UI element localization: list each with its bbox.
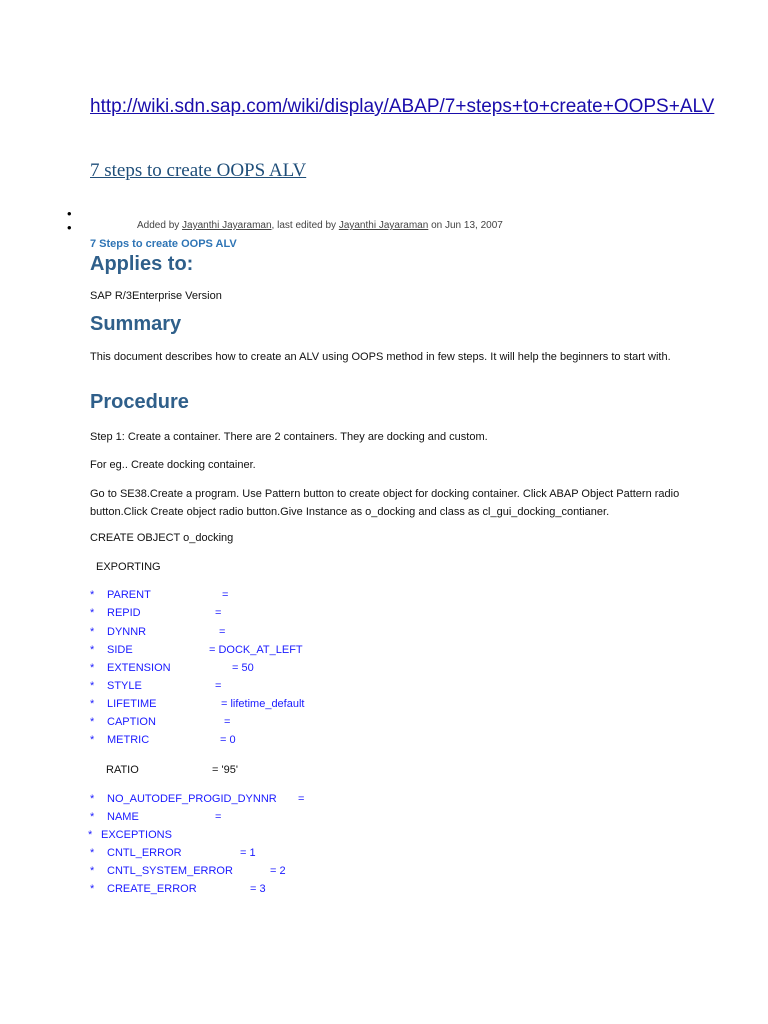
param-row [90,811,390,825]
comment-star: * [88,829,93,841]
instructions-text: Go to SE38.Create a program. Use Pattern button to create object for docking container. Click ABAP Object Pattern radio button.Click Create object radio button.Give Instance as o_docking and class as cl_gui_docking_contianer. [90,488,680,518]
author-link[interactable]: Jayanthi Jayaraman [182,220,272,231]
param-name: EXCEPTIONS [101,829,172,841]
source-url-link[interactable]: http://wiki.sdn.sap.com/wiki/display/ABAP/7+steps+to+create+OOPS+ALV [90,96,715,117]
summary-heading: Summary [90,313,182,335]
param-name: METRIC [107,734,150,746]
applies-to-text: SAP R/3Enterprise Version [90,290,222,302]
comment-star: * [90,607,95,619]
procedure-heading: Procedure [90,391,189,413]
param-row [90,793,390,807]
param-row [90,607,390,621]
comment-star: * [90,793,95,805]
comment-star: * [90,847,95,859]
param-row [90,644,390,658]
param-row [90,662,390,676]
param-value: = 3 [250,883,266,895]
ratio-param: RATIO [106,764,139,776]
param-value: = [215,607,222,619]
param-name: SIDE [107,644,133,656]
param-value: = 2 [270,865,286,877]
comment-star: * [90,644,95,656]
summary-text: This document describes how to create an ALV using OOPS method in few steps. It will help the beginners to start with. [90,351,671,363]
document-subtitle: 7 Steps to create OOPS ALV [90,238,237,250]
step-1-text: Step 1: Create a container. There are 2 containers. They are docking and custom. [90,431,488,443]
param-row [90,698,390,712]
param-row [90,883,390,897]
create-object-statement: CREATE OBJECT o_docking [90,532,234,544]
param-name: LIFETIME [107,698,157,710]
param-row [90,626,390,640]
date-label: on Jun 13, 2007 [431,220,503,231]
param-value: = [215,680,222,692]
page-metadata [137,220,503,231]
param-row [90,589,390,603]
exporting-keyword: EXPORTING [96,561,161,573]
added-by-label: Added by [137,220,180,231]
comment-star: * [90,626,95,638]
param-name: CNTL_SYSTEM_ERROR [107,865,233,877]
param-row [90,734,390,748]
param-value: = [215,811,222,823]
comment-star: * [90,698,95,710]
comment-star: * [90,865,95,877]
comment-star: * [90,662,95,674]
param-value: = 50 [232,662,254,674]
param-name: NO_AUTODEF_PROGID_DYNNR [107,793,277,805]
param-value: = DOCK_AT_LEFT [209,644,303,656]
param-name: EXTENSION [107,662,171,674]
param-row [88,829,388,843]
applies-to-heading: Applies to: [90,253,194,275]
comment-star: * [90,811,95,823]
param-row [90,865,390,879]
ratio-value: = '95' [212,764,238,776]
param-name: CREATE_ERROR [107,883,197,895]
param-value: = 0 [220,734,236,746]
page-title[interactable]: 7 steps to create OOPS ALV [90,160,307,181]
param-name: CNTL_ERROR [107,847,182,859]
param-value: = lifetime_default [221,698,305,710]
param-row [90,680,390,694]
param-value: = [298,793,305,805]
editor-link[interactable]: Jayanthi Jayaraman [338,220,429,231]
example-text: For eg.. Create docking container. [90,459,256,471]
param-name: STYLE [107,680,142,692]
param-value: = 1 [240,847,256,859]
comment-star: * [90,716,95,728]
param-value: = [219,626,226,638]
param-row [90,716,390,730]
param-value: = [222,589,229,601]
bullet-1: • [67,206,72,221]
bullet-2: • [67,220,72,235]
param-name: PARENT [107,589,151,601]
edited-by-label: , last edited by [271,220,337,231]
comment-star: * [90,680,95,692]
comment-star: * [90,883,95,895]
param-name: REPID [107,607,141,619]
comment-star: * [90,589,95,601]
comment-star: * [90,734,95,746]
param-value: = [224,716,231,728]
param-name: NAME [107,811,139,823]
param-name: DYNNR [107,626,147,638]
param-row [90,847,390,861]
param-name: CAPTION [107,716,156,728]
